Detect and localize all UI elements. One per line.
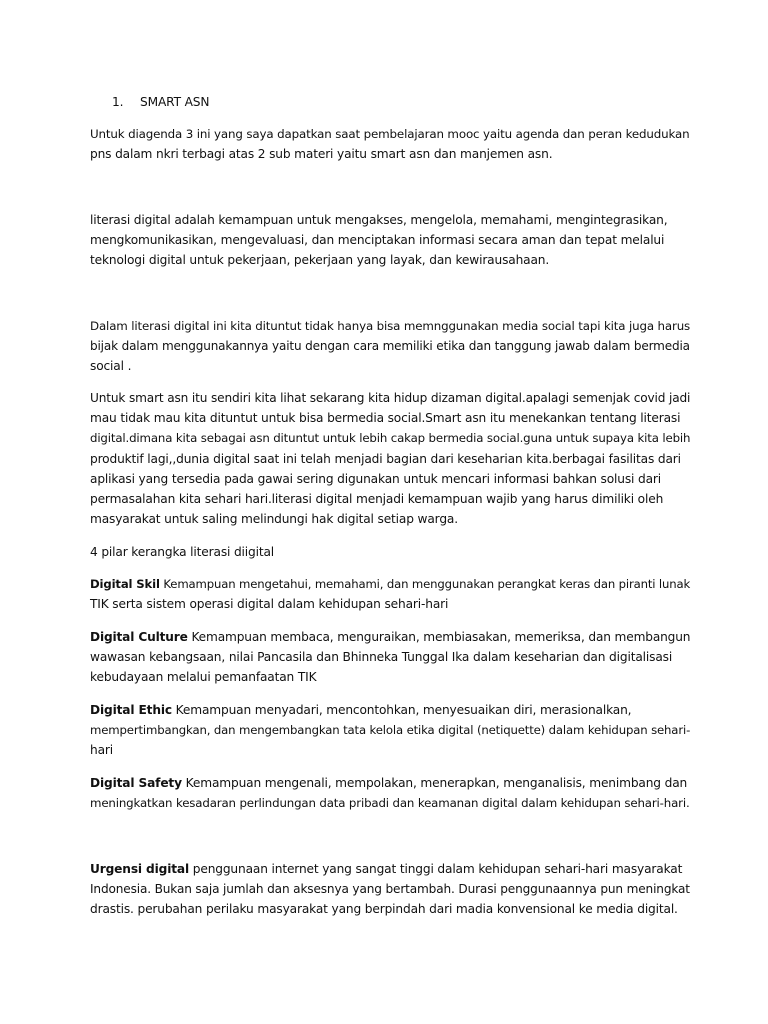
urgensi-term: Urgensi digital	[90, 862, 190, 876]
pillar-ethic-term: Digital Ethic	[90, 703, 172, 717]
document-page	[90, 0, 691, 1024]
paragraph-line: aplikasi yang tersedia pada gawai sering digunakan untuk mencari informasi bahkan solusi dari	[90, 472, 662, 486]
urgensi-text: penggunaan internet yang sangat tinggi dalam kehidupan sehari-hari masyarakat	[189, 862, 683, 876]
paragraph-line: wawasan kebangsaan, nilai Pancasila dan Bhinneka Tunggal Ika dalam keseharian dan digitalisasi	[90, 650, 673, 664]
pillar-safety-text: Kemampuan mengenali, mempolakan, menerapkan, menganalisis, menimbang dan	[181, 776, 688, 790]
paragraph-line: mau tidak mau kita dituntut untuk bisa bermedia social.Smart asn itu menekankan tentang literasi	[90, 411, 681, 425]
paragraph-line: hari	[90, 743, 113, 757]
paragraph-line: meningkatkan kesadaran perlindungan data pribadi dan keamanan digital dalam kehidupan sehari-hari.	[90, 796, 690, 810]
pillar-skill-term: Digital Skil	[90, 577, 160, 591]
paragraph-line: permasalahan kita sehari hari.literasi digital menjadi kemampuan wajib yang harus dimiliki oleh	[90, 492, 664, 506]
paragraph-line: masyarakat untuk saling melindungi hak digital setiap warga.	[90, 512, 458, 526]
pillar-ethic-line	[90, 700, 631, 720]
paragraph-line: TIK serta sistem operasi digital dalam kehidupan sehari-hari	[90, 597, 449, 611]
paragraph-line: Indonesia. Bukan saja jumlah dan aksesnya yang bertambah. Durasi penggunaannya pun meningkat	[90, 882, 690, 896]
paragraph-line: digital.dimana kita sebagai asn dituntut untuk lebih cakap bermedia social.guna untuk supaya kita lebih	[90, 431, 691, 445]
paragraph-line: Untuk smart asn itu sendiri kita lihat sekarang kita hidup dizaman digital.apalagi semenjak covid jadi	[90, 391, 691, 405]
paragraph-line: social .	[90, 359, 132, 373]
pillar-safety-line	[90, 773, 687, 793]
paragraph-line: Untuk diagenda 3 ini yang saya dapatkan saat pembelajaran mooc yaitu agenda dan peran kedudukan	[90, 127, 690, 141]
paragraph-line: pns dalam nkri terbagi atas 2 sub materi yaitu smart asn dan manjemen asn.	[90, 147, 553, 161]
pillar-safety-term: Digital Safety	[90, 776, 182, 790]
pillar-culture-term: Digital Culture	[90, 630, 188, 644]
pillar-culture-text: Kemampuan membaca, menguraikan, membiasakan, memeriksa, dan membangun	[187, 630, 691, 644]
paragraph-line: mengkomunikasikan, mengevaluasi, dan menciptakan informasi secara aman dan tepat melalui	[90, 233, 665, 247]
urgensi-line	[90, 859, 682, 879]
paragraph-line: literasi digital adalah kemampuan untuk mengakses, mengelola, memahami, mengintegrasikan,	[90, 213, 668, 227]
pillar-ethic-text: Kemampuan menyadari, mencontohkan, menyesuaikan diri, merasionalkan,	[171, 703, 632, 717]
heading-number: 1.	[112, 95, 124, 109]
section-heading	[112, 92, 209, 112]
paragraph-line: bijak dalam menggunakannya yaitu dengan cara memiliki etika dan tanggung jawab dalam bermedia	[90, 339, 690, 353]
pillar-skill-text: Kemampuan mengetahui, memahami, dan menggunakan perangkat keras dan piranti lunak	[159, 577, 691, 591]
pillars-heading: 4 pilar kerangka literasi diigital	[90, 545, 275, 559]
pillar-culture-line	[90, 627, 690, 647]
pillar-skill-line	[90, 574, 690, 594]
paragraph-line: produktif lagi,,dunia digital saat ini telah menjadi bagian dari keseharian kita.berbagai fasilitas dari	[90, 452, 681, 466]
paragraph-line: mempertimbangkan, dan mengembangkan tata kelola etika digital (netiquette) dalam kehidupan sehari-	[90, 723, 691, 737]
paragraph-line: kebudayaan melalui pemanfaatan TIK	[90, 670, 317, 684]
paragraph-line: Dalam literasi digital ini kita dituntut tidak hanya bisa memnggunakan media social tapi kita juga harus	[90, 319, 691, 333]
paragraph-line: drastis. perubahan perilaku masyarakat yang berpindah dari madia konvensional ke media digital.	[90, 902, 678, 916]
paragraph-line: teknologi digital untuk pekerjaan, pekerjaan yang layak, dan kewirausahaan.	[90, 253, 550, 267]
heading-title: SMART ASN	[140, 95, 210, 109]
